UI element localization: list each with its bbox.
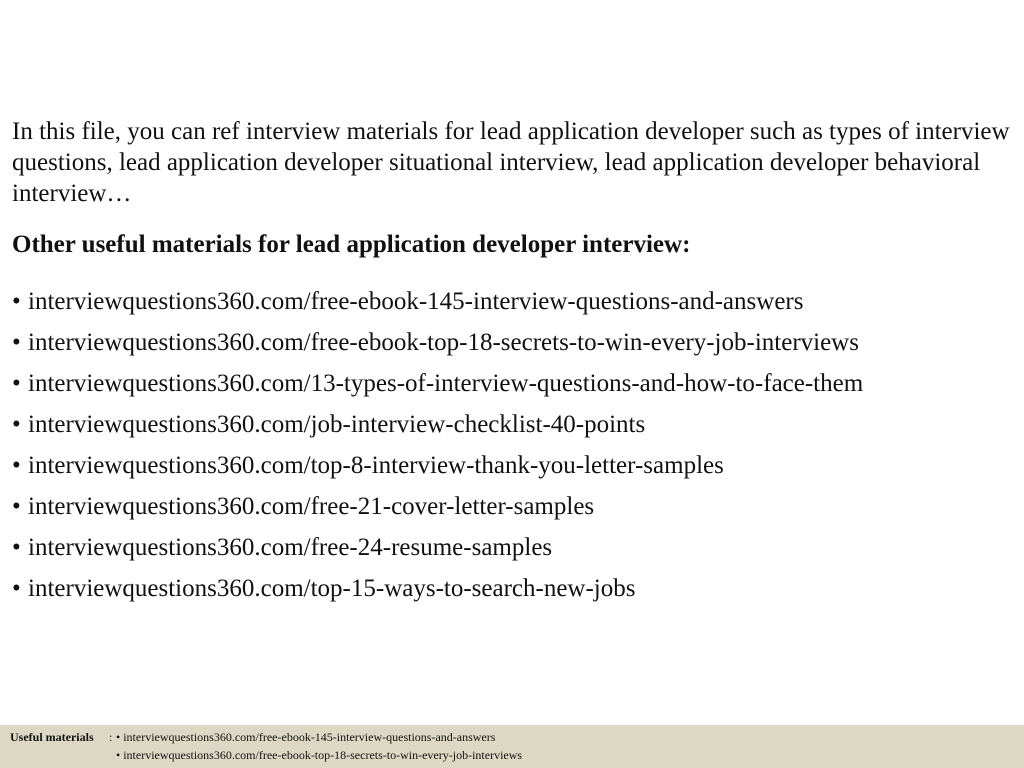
bullet-mark: • [12, 493, 21, 520]
link-text[interactable]: interviewquestions360.com/free-24-resume-samples [28, 534, 553, 561]
list-item[interactable] [12, 363, 1012, 404]
link-text[interactable]: interviewquestions360.com/job-interview-checklist-40-points [28, 411, 646, 438]
link-text[interactable]: interviewquestions360.com/free-21-cover-letter-samples [28, 493, 595, 520]
bullet-mark: • [12, 534, 21, 561]
list-item[interactable] [12, 404, 1012, 445]
materials-list [12, 281, 1012, 609]
bullet-mark: • [12, 452, 21, 479]
bullet-mark: • [12, 411, 21, 438]
intro-paragraph: In this file, you can ref interview materials for lead application developer such as types of interview questions, lead application developer situational interview, lead application developer behavioral interview… [12, 118, 1010, 207]
footer-bar [0, 725, 1024, 768]
list-item[interactable] [12, 445, 1012, 486]
list-item[interactable] [12, 281, 1012, 322]
bullet-mark: • [12, 288, 21, 315]
link-text[interactable]: interviewquestions360.com/13-types-of-interview-questions-and-how-to-face-them [28, 370, 864, 397]
bullet-mark: • [12, 370, 21, 397]
list-item[interactable] [12, 486, 1012, 527]
footer-link[interactable]: • interviewquestions360.com/free-ebook-145-interview-questions-and-answers [116, 730, 496, 744]
link-text[interactable]: interviewquestions360.com/top-15-ways-to-search-new-jobs [28, 575, 636, 602]
link-text[interactable]: interviewquestions360.com/top-8-interview-thank-you-letter-samples [28, 452, 724, 479]
list-item[interactable] [12, 568, 1012, 609]
link-text[interactable]: interviewquestions360.com/free-ebook-top-18-secrets-to-win-every-job-interviews [28, 329, 859, 356]
materials-heading: Other useful materials for lead application developer interview: [12, 231, 691, 258]
list-item[interactable] [12, 322, 1012, 363]
list-item[interactable] [12, 527, 1012, 568]
footer-colon: : [109, 730, 113, 744]
bullet-mark: • [12, 329, 21, 356]
bullet-mark: • [12, 575, 21, 602]
footer-link[interactable]: • interviewquestions360.com/free-ebook-top-18-secrets-to-win-every-job-interviews [116, 748, 523, 762]
footer-label: Useful materials [10, 730, 94, 744]
link-text[interactable]: interviewquestions360.com/free-ebook-145-interview-questions-and-answers [28, 288, 804, 315]
